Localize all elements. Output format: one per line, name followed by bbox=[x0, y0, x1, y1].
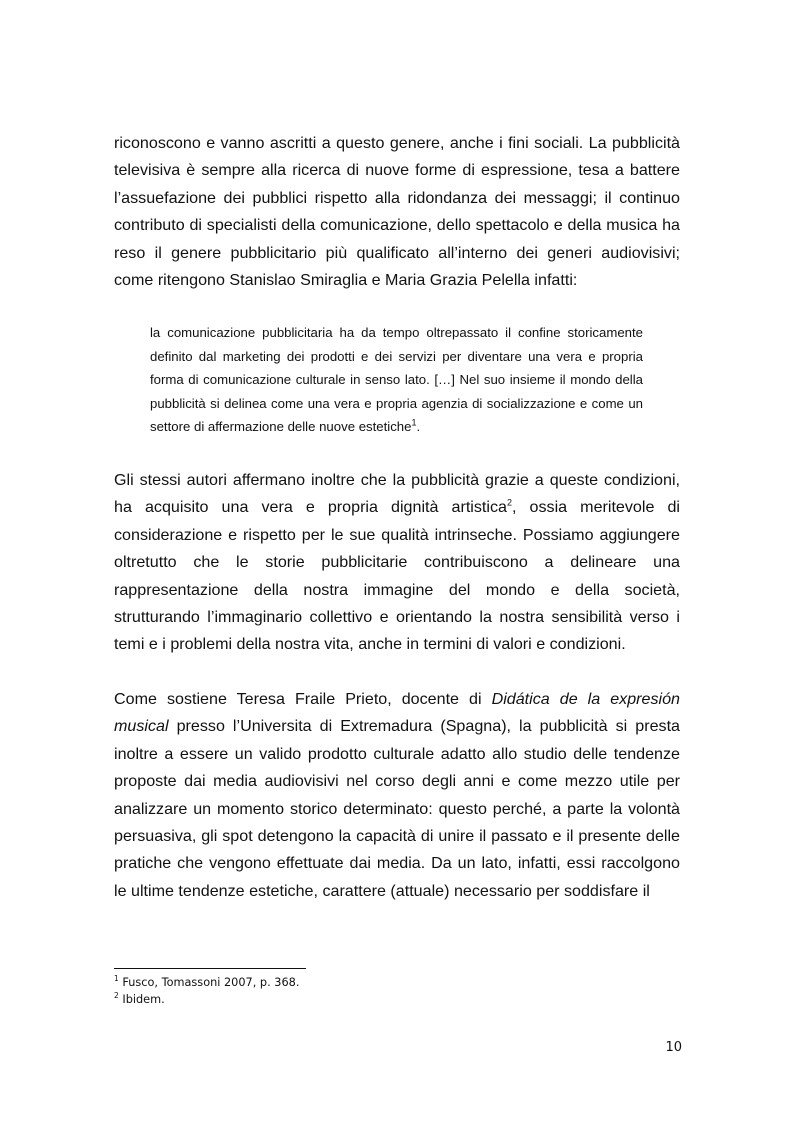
footnote-1-number: 1 bbox=[114, 974, 119, 984]
paragraph-3-italic-title: Didática de la expresión musical bbox=[114, 690, 680, 736]
paragraph-2 bbox=[114, 467, 680, 659]
footnote-1 bbox=[114, 974, 299, 991]
block-quote bbox=[150, 321, 643, 439]
page-number: 10 bbox=[665, 1040, 682, 1055]
paragraph-2-text-b: , ossia meritevole di considerazione e rispetto per le sue qualità intrinseche. Possiamo aggiungere oltretutto che le storie pubblicitarie contribuiscono a delineare una rappresentazione della nostra immagine del mondo e della società, strutturando l’immaginario collettivo e orientando la nostra sensibilità verso i temi e i problemi della nostra vita, anche in termini di valori e condizioni. bbox=[114, 498, 680, 654]
paragraph-3 bbox=[114, 686, 680, 905]
paragraph-3-text-a: Come sostiene Teresa Fraile Prieto, docente di bbox=[114, 690, 492, 708]
footnote-separator bbox=[114, 968, 306, 969]
paragraph-2-text-a: Gli stessi autori affermano inoltre che la pubblicità grazie a queste condizioni, ha acquisito una vera e propria dignità artistica bbox=[114, 471, 680, 517]
block-quote-end: . bbox=[416, 419, 421, 435]
footnote-ref-2: 2 bbox=[506, 498, 512, 509]
footnote-2-text: Ibidem. bbox=[118, 993, 165, 1006]
paragraph-3-text-b: presso l’Universita di Extremadura (Spagna), la pubblicità si presta inoltre a essere un valido prodotto culturale adatto allo studio delle tendenze proposte dai media audiovisivi nel corso degli anni e come mezzo utile per analizzare un momento storico determinato: questo perché, a parte la volontà persuasiva, gli spot detengono la capacità di unire il passato e il presente delle pratiche che vengono effettuate dai media. Da un lato, infatti, essi raccolgono le ultime tendenze estetiche, carattere (attuale) necessario per soddisfare il bbox=[114, 717, 680, 900]
footnote-2 bbox=[114, 991, 299, 1008]
footnotes bbox=[114, 974, 299, 1008]
footnote-2-number: 2 bbox=[114, 991, 119, 1001]
footnote-1-text: Fusco, Tomassoni 2007, p. 368. bbox=[118, 976, 300, 989]
footnote-ref-1: 1 bbox=[411, 417, 417, 428]
paragraph-1-text: riconoscono e vanno ascritti a questo genere, anche i fini sociali. La pubblicità televisiva è sempre alla ricerca di nuove forme di espressione, tesa a battere l’assuefazione dei pubblici rispetto alla ridondanza dei messaggi; il continuo contributo di specialisti della comunicazione, dello spettacolo e della musica ha reso il genere pubblicitario più qualificato all’interno dei generi audiovisivi; come ritengono Stanislao Smiraglia e Maria Grazia Pelella infatti: bbox=[114, 134, 680, 290]
paragraph-1 bbox=[114, 130, 680, 294]
block-quote-text: la comunicazione pubblicitaria ha da tempo oltrepassato il confine storicamente definito dal marketing dei prodotti e dei servizi per diventare una vera e propria forma di comunicazione culturale in senso lato. […] Nel suo insieme il mondo della pubblicità si delinea come una vera e propria agenzia di socializzazione e come un settore di affermazione delle nuove estetiche bbox=[150, 325, 643, 435]
